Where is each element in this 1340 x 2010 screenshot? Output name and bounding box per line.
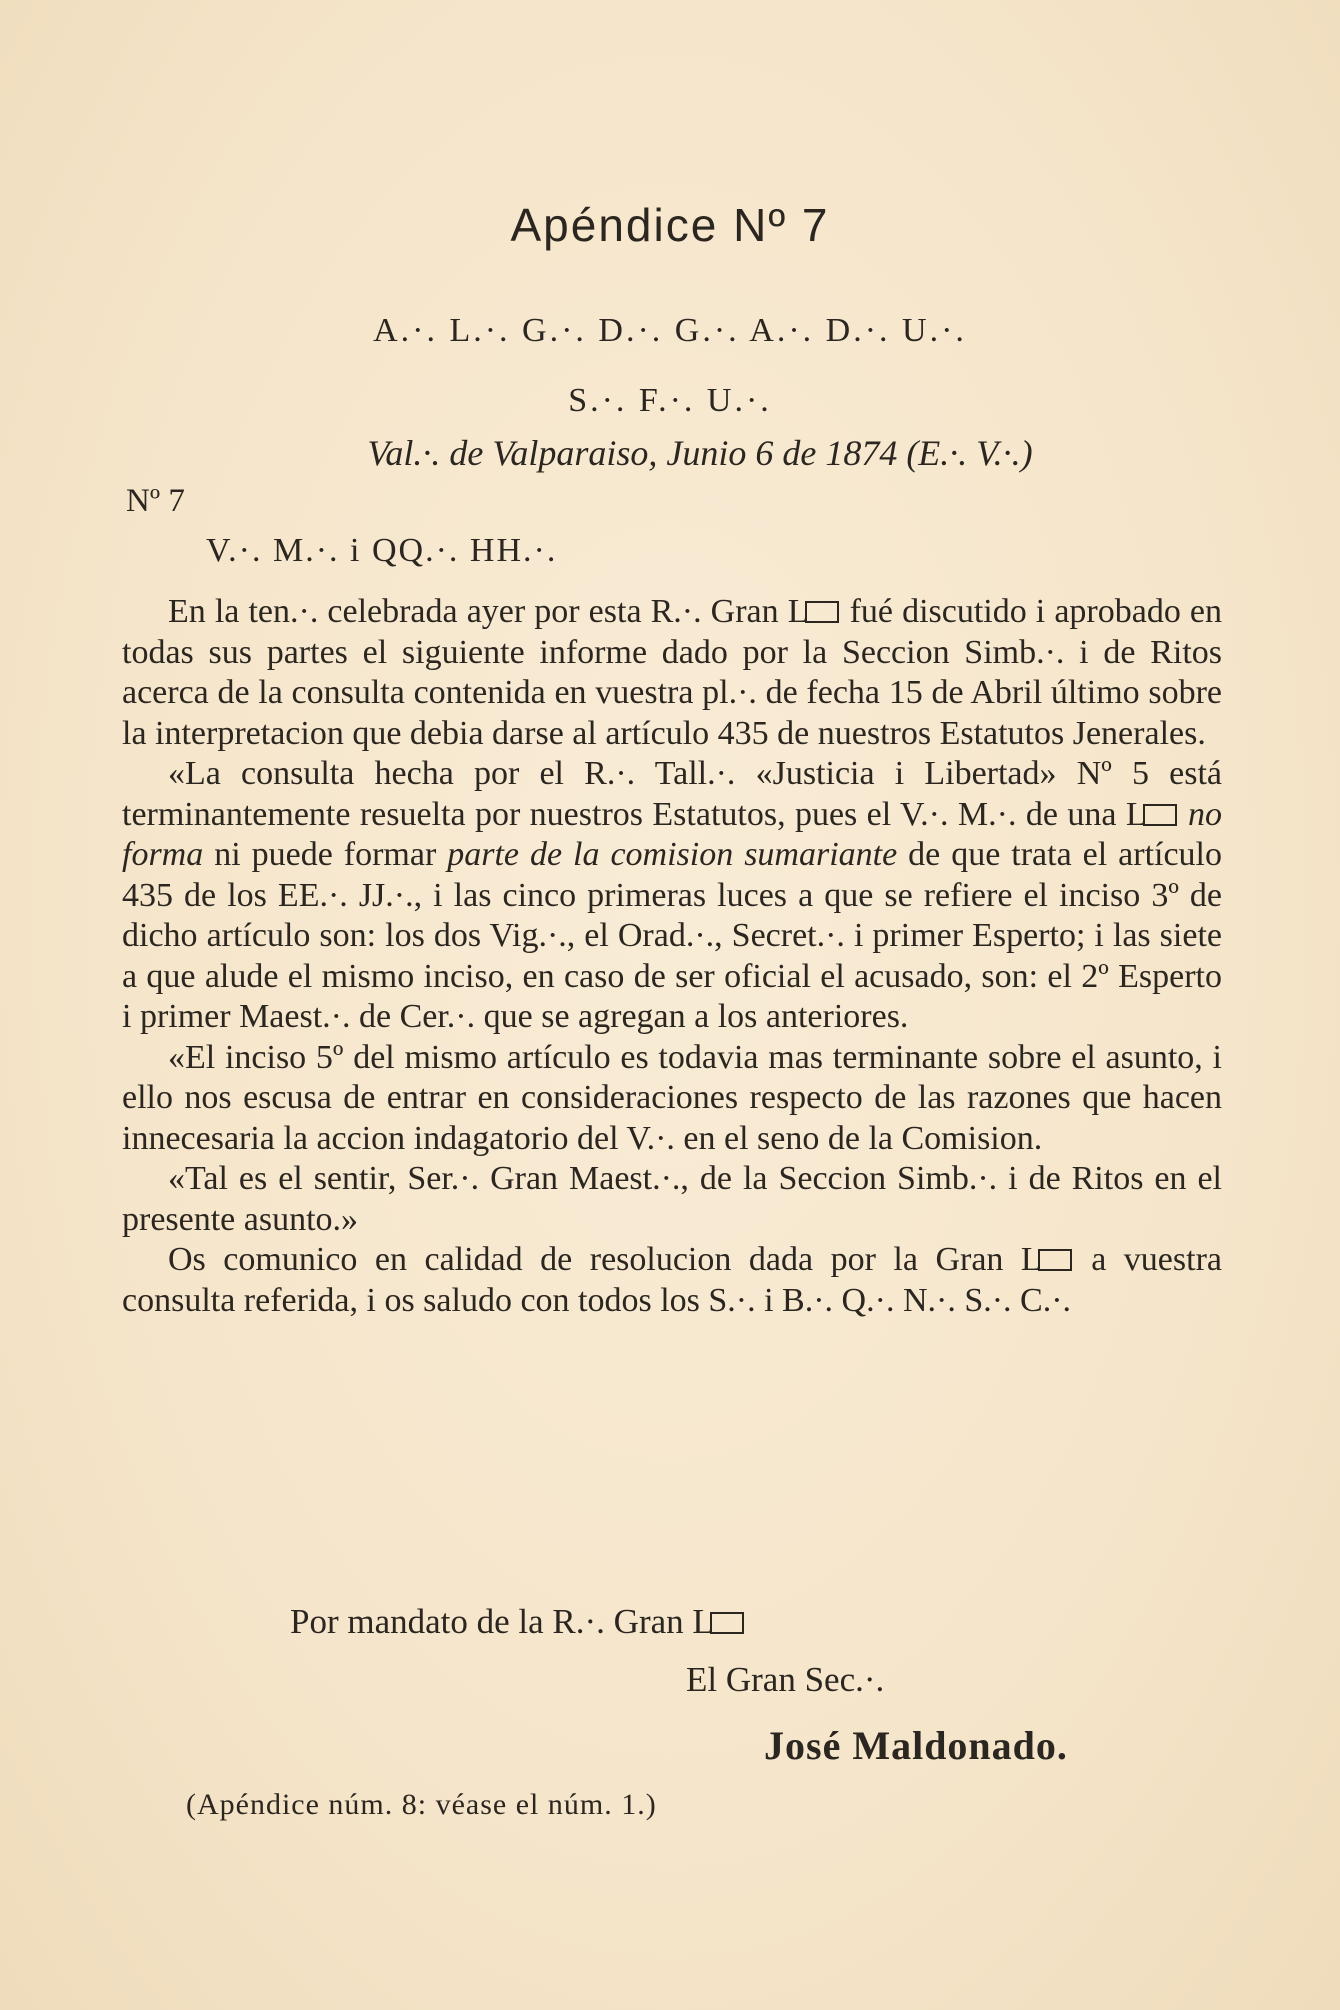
signature-line-1-text: Por mandato de la R.·. Gran L: [290, 1602, 714, 1641]
lodge-symbol-icon: [805, 601, 839, 623]
paragraph-1-text-b: fué discutido i aprobado en todas sus partes el siguiente informe dado por la Seccion Simb.·. i de Ritos acerca de la consulta contenida en vuestra pl.·. de fecha 15 de Abril último sobre la interpretacion que debia darse al artículo 435 de nuestros Estatutos Jenerales.: [122, 593, 1222, 752]
paragraph-2-text-a: «La consulta hecha por el R.·. Tall.·. «Justicia i Libertad» Nº 5 está terminantemente resuelta por nuestros Estatutos, pues el V.·. M.·. de una L: [122, 755, 1222, 833]
signature-line-1: [290, 1602, 746, 1642]
invocation-line-2: S.·. F.·. U.·.: [568, 382, 772, 419]
page-title: Apéndice Nº 7: [510, 199, 830, 251]
signature-line-2: El Gran Sec.·.: [686, 1660, 885, 1699]
paragraph-2-italic-a: no forma: [122, 795, 1222, 873]
document-number: Nº 7: [126, 483, 185, 519]
paragraph-1-text-a: En la ten.·. celebrada ayer por esta R.·. Gran L: [168, 593, 809, 630]
paragraph-5: [122, 1240, 1222, 1321]
paragraph-2: [122, 754, 1222, 1038]
lodge-symbol-icon: [1038, 1249, 1072, 1271]
lodge-symbol-icon: [1143, 804, 1177, 826]
paragraph-2-text-c: de que trata el artículo 435 de los EE.·. JJ.·., i las cinco primeras luces a que se refiere el inciso 3º de dicho artículo son: los dos Vig.·., el Orad.·., Secret.·. i primer Esperto; i las siete a que alude el mismo inciso, en caso de ser oficial el acusado, son: el 2º Esperto i primer Maest.·. de Cer.·. que se agregan a los anteriores.: [122, 836, 1222, 1035]
paragraph-4: «Tal es el sentir, Ser.·. Gran Maest.·., de la Seccion Simb.·. i de Ritos en el presente asunto.»: [122, 1160, 1222, 1238]
paragraph-5-text-a: Os comunico en calidad de resolucion dada por la Gran L: [168, 1241, 1042, 1278]
signatory-name: José Maldonado.: [764, 1723, 1068, 1768]
letter-body: [122, 592, 1222, 1321]
paragraph-5-text-b: a vuestra consulta referida, i os saludo con todos los S.·. i B.·. Q.·. N.·. S.·. C.·.: [122, 1241, 1222, 1319]
lodge-symbol-icon: [710, 1612, 744, 1634]
paragraph-2-italic-b: parte de la comision sumariante: [447, 836, 898, 873]
invocation-line-1: A.·. L.·. G.·. D.·. G.·. A.·. D.·. U.·.: [373, 312, 967, 349]
salutation: V.·. M.·. i QQ.·. HH.·.: [206, 532, 558, 569]
footnote: (Apéndice núm. 8: véase el núm. 1.): [186, 1788, 657, 1821]
paragraph-2-text-b: ni puede formar: [214, 836, 448, 873]
dateline: Val.·. de Valparaiso, Junio 6 de 1874 (E.·. V.·.): [367, 433, 1033, 473]
paragraph-3: «El inciso 5º del mismo artículo es todavia mas terminante sobre el asunto, i ello nos escusa de entrar en consideraciones respecto de las razones que hacen innecesaria la accion indagatorio del V.·. en el seno de la Comision.: [122, 1038, 1222, 1157]
paragraph-1: [122, 592, 1222, 754]
